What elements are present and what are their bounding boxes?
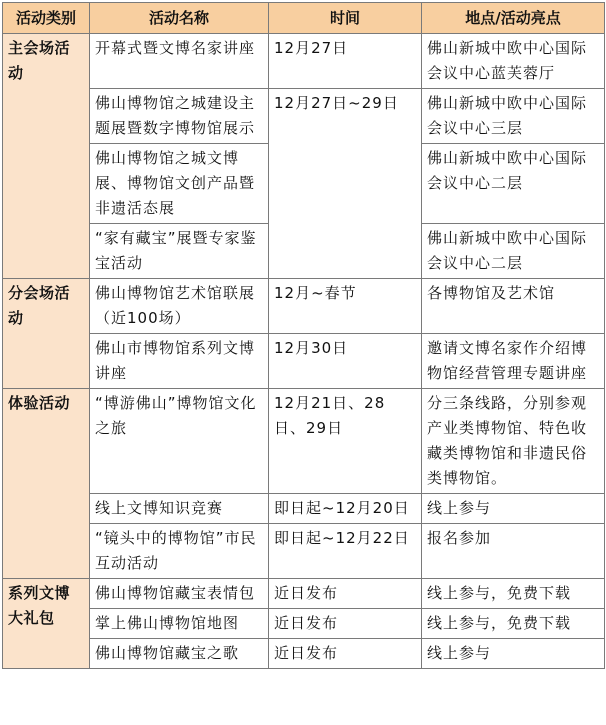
category-cell: 系列文博大礼包 xyxy=(3,579,90,669)
header-row xyxy=(3,3,605,34)
category-cell: 分会场活动 xyxy=(3,279,90,389)
table-row xyxy=(3,609,605,639)
activity-location: 各博物馆及艺术馆 xyxy=(422,279,605,334)
activity-name: “镜头中的博物馆”市民互动活动 xyxy=(90,524,269,579)
activity-time: 近日发布 xyxy=(269,609,422,639)
activity-time: 近日发布 xyxy=(269,579,422,609)
activity-location: 佛山新城中欧中心国际会议中心二层 xyxy=(422,224,605,279)
activity-time: 12月~春节 xyxy=(269,279,422,334)
activity-time: 即日起~12月22日 xyxy=(269,524,422,579)
table-row xyxy=(3,279,605,334)
activity-name: 佛山博物馆藏宝之歌 xyxy=(90,639,269,669)
table-row xyxy=(3,579,605,609)
table-row xyxy=(3,389,605,494)
header-time: 时间 xyxy=(269,3,422,34)
activity-location: 线上参与，免费下载 xyxy=(422,609,605,639)
activity-name: 掌上佛山博物馆地图 xyxy=(90,609,269,639)
activity-time: 即日起~12月20日 xyxy=(269,494,422,524)
header-category: 活动类别 xyxy=(3,3,90,34)
activity-time: 12月27日 xyxy=(269,34,422,89)
activity-name: 佛山博物馆艺术馆联展（近100场） xyxy=(90,279,269,334)
activity-time: 12月30日 xyxy=(269,334,422,389)
activity-name: 佛山博物馆之城文博展、博物馆文创产品暨非遗活态展 xyxy=(90,144,269,224)
category-cell: 体验活动 xyxy=(3,389,90,579)
activity-time: 12月27日~29日 xyxy=(269,89,422,279)
activity-time: 近日发布 xyxy=(269,639,422,669)
activity-location: 佛山新城中欧中心国际会议中心蓝芙蓉厅 xyxy=(422,34,605,89)
activity-name: “博游佛山”博物馆文化之旅 xyxy=(90,389,269,494)
header-location: 地点/活动亮点 xyxy=(422,3,605,34)
activity-location: 佛山新城中欧中心国际会议中心三层 xyxy=(422,89,605,144)
activity-location: 佛山新城中欧中心国际会议中心二层 xyxy=(422,144,605,224)
activity-location: 线上参与 xyxy=(422,639,605,669)
table-row xyxy=(3,334,605,389)
table-row xyxy=(3,494,605,524)
activity-location: 线上参与 xyxy=(422,494,605,524)
activity-time: 12月21日、28日、29日 xyxy=(269,389,422,494)
activity-name: 佛山博物馆藏宝表情包 xyxy=(90,579,269,609)
activity-location: 线上参与，免费下载 xyxy=(422,579,605,609)
table-row xyxy=(3,639,605,669)
activity-location: 邀请文博名家作介绍博物馆经营管理专题讲座 xyxy=(422,334,605,389)
activity-name: 开幕式暨文博名家讲座 xyxy=(90,34,269,89)
activity-table xyxy=(2,2,605,669)
activity-name: 线上文博知识竞赛 xyxy=(90,494,269,524)
table-row xyxy=(3,89,605,144)
header-name: 活动名称 xyxy=(90,3,269,34)
activity-name: 佛山市博物馆系列文博讲座 xyxy=(90,334,269,389)
category-cell: 主会场活动 xyxy=(3,34,90,279)
activity-name: “家有藏宝”展暨专家鉴宝活动 xyxy=(90,224,269,279)
activity-location: 报名参加 xyxy=(422,524,605,579)
table-row xyxy=(3,34,605,89)
activity-name: 佛山博物馆之城建设主题展暨数字博物馆展示 xyxy=(90,89,269,144)
table-row xyxy=(3,524,605,579)
activity-location: 分三条线路，分别参观产业类博物馆、特色收藏类博物馆和非遗民俗类博物馆。 xyxy=(422,389,605,494)
